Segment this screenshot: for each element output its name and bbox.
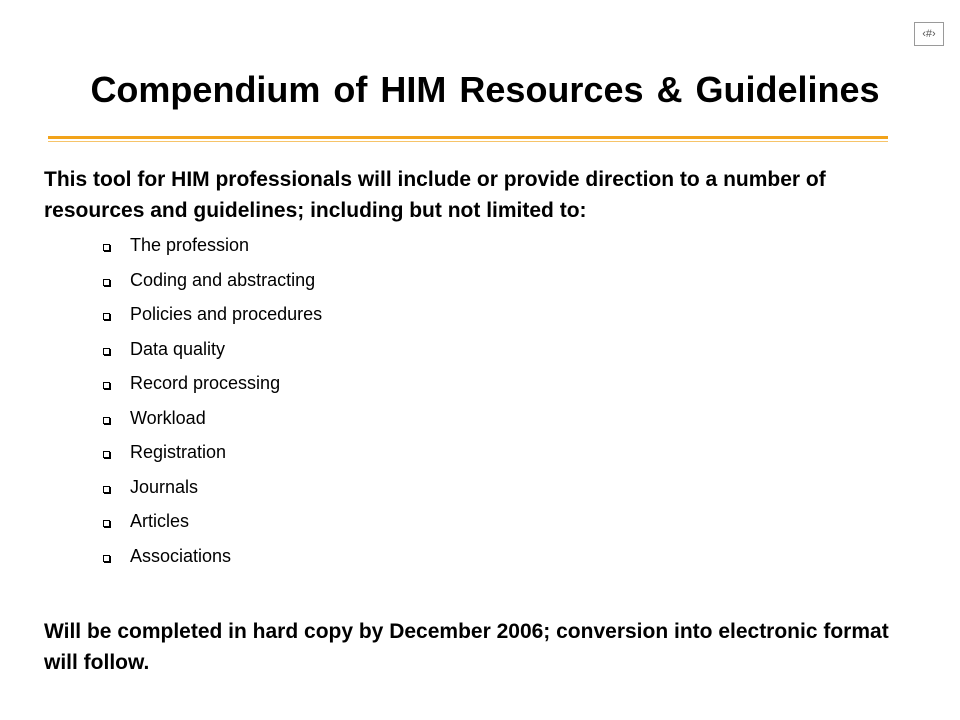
list-item — [100, 230, 322, 265]
hollow-square-bullet-icon — [103, 520, 110, 527]
list-item-label: Record processing — [130, 373, 281, 393]
list-item-label: Workload — [130, 407, 206, 428]
hollow-square-bullet-icon — [103, 417, 110, 424]
resource-list — [100, 230, 322, 575]
title-divider — [48, 136, 888, 143]
list-item — [100, 334, 322, 369]
slide-title: Compendium of HIM Resources & Guidelines — [90, 69, 880, 110]
hollow-square-bullet-icon — [103, 486, 110, 493]
intro-paragraph: This tool for HIM professionals will include or provide direction to a number of resources and guidelines; including but not limited to: — [44, 168, 826, 222]
list-item-label: Associations — [130, 545, 232, 566]
list-item — [100, 403, 322, 438]
hollow-square-bullet-icon — [103, 382, 110, 389]
divider-line-thick — [48, 136, 888, 139]
list-item — [100, 265, 322, 300]
hollow-square-bullet-icon — [103, 348, 110, 355]
list-item — [100, 368, 322, 403]
list-item-label: Journals — [130, 476, 199, 497]
list-item — [100, 437, 322, 472]
list-item-label: Articles — [130, 511, 190, 531]
hollow-square-bullet-icon — [103, 555, 110, 562]
list-item — [100, 299, 322, 334]
list-item-label: The profession — [130, 235, 250, 255]
page-number: ‹#› — [914, 22, 944, 46]
hollow-square-bullet-icon — [103, 451, 110, 458]
list-item-label: Policies and procedures — [130, 304, 323, 324]
list-item-label: Registration — [130, 442, 227, 462]
hollow-square-bullet-icon — [103, 244, 110, 251]
list-item — [100, 506, 322, 541]
list-item-label: Data quality — [130, 338, 226, 359]
hollow-square-bullet-icon — [103, 313, 110, 320]
divider-line-thin — [48, 141, 888, 142]
list-item-label: Coding and abstracting — [130, 269, 316, 290]
list-item — [100, 541, 322, 576]
completion-note: Will be completed in hard copy by December 2006; conversion into electronic format will follow. — [44, 620, 889, 674]
list-item — [100, 472, 322, 507]
hollow-square-bullet-icon — [103, 279, 110, 286]
